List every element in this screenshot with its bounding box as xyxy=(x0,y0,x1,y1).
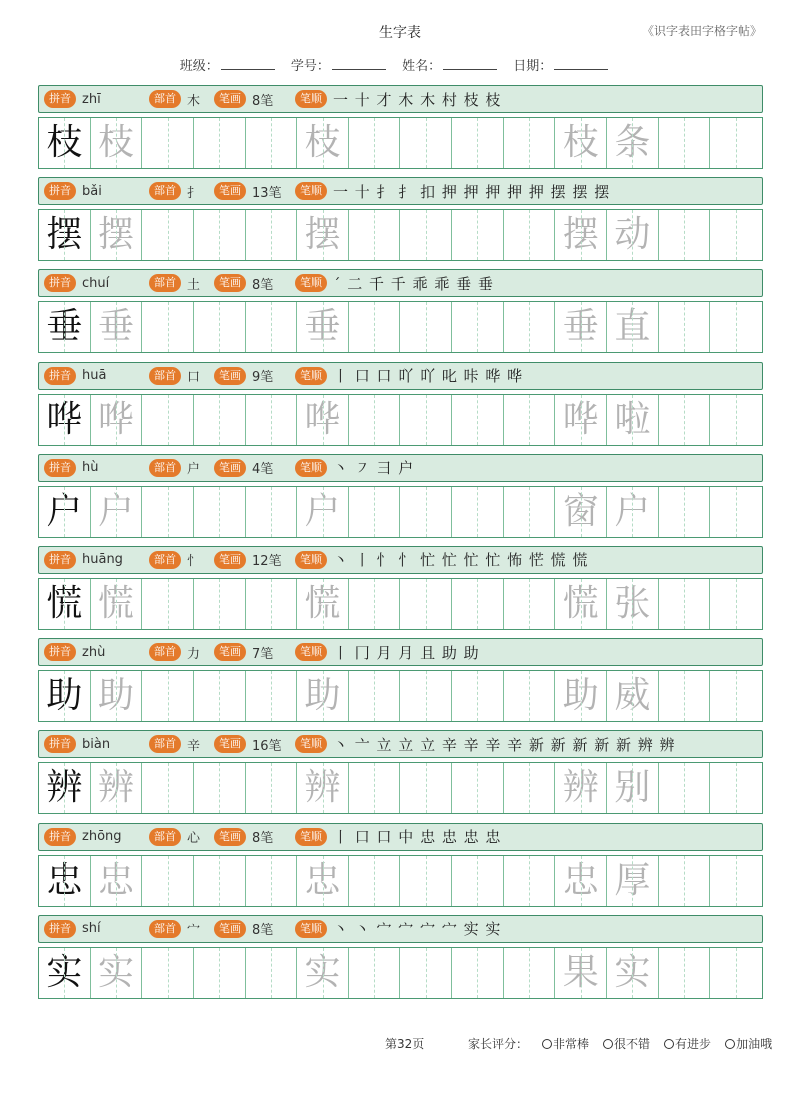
empty-practice-cell[interactable] xyxy=(246,302,298,352)
radical-value: 土 xyxy=(187,277,201,293)
empty-practice-cell[interactable] xyxy=(246,210,298,260)
empty-practice-cell[interactable] xyxy=(400,671,452,721)
stroke-count-badge: 笔画 xyxy=(214,551,246,569)
model-character[interactable]: 助 xyxy=(39,671,91,721)
stroke-order-value: 丶 ㇇ 彐 户 xyxy=(333,459,415,478)
stroke-order-value: ˊ 二 千 千 乖 乖 垂 垂 xyxy=(333,274,494,293)
practice-grid xyxy=(38,578,763,630)
stroke-order-value: 丶 丶 宀 宀 宀 宀 实 实 xyxy=(333,920,502,939)
pinyin-value: zhù xyxy=(82,644,106,660)
empty-practice-cell[interactable] xyxy=(504,302,556,352)
empty-practice-cell[interactable] xyxy=(452,948,504,998)
model-character[interactable]: 户 xyxy=(39,487,91,537)
stroke-order-value: 一 十 扌 扌 扣 押 押 押 押 押 摆 摆 摆 xyxy=(333,182,611,201)
practice-grid xyxy=(38,394,763,446)
empty-practice-cell[interactable] xyxy=(400,487,452,537)
stroke-order-value: 丶 丨 忄 忄 忙 忙 忙 忙 怖 恾 慌 慌 xyxy=(333,551,589,570)
student-info-line xyxy=(0,55,800,74)
book-title: 《识字表田字格字帖》 xyxy=(641,24,762,38)
empty-practice-cell[interactable] xyxy=(452,856,504,906)
empty-practice-cell[interactable] xyxy=(452,210,504,260)
practice-grid xyxy=(38,670,763,722)
empty-practice-cell[interactable] xyxy=(659,395,711,445)
trace-character[interactable]: 垂 xyxy=(297,302,349,352)
stroke-order-badge: 笔顺 xyxy=(295,920,327,938)
pinyin-value: zhī xyxy=(82,91,101,107)
empty-practice-cell[interactable] xyxy=(659,856,711,906)
empty-practice-cell[interactable] xyxy=(710,671,762,721)
word-character[interactable]: 动 xyxy=(607,210,659,260)
character-row xyxy=(38,915,763,1007)
empty-practice-cell[interactable] xyxy=(710,395,762,445)
character-rows xyxy=(38,85,763,1007)
model-character[interactable]: 实 xyxy=(39,948,91,998)
stroke-count-badge: 笔画 xyxy=(214,920,246,938)
character-row xyxy=(38,546,763,638)
word-character[interactable]: 实 xyxy=(607,948,659,998)
stroke-order-badge: 笔顺 xyxy=(295,182,327,200)
name-blank[interactable] xyxy=(443,57,497,70)
empty-practice-cell[interactable] xyxy=(452,671,504,721)
empty-practice-cell[interactable] xyxy=(400,856,452,906)
pinyin-value: biàn xyxy=(82,736,111,752)
character-info-bar xyxy=(38,362,763,390)
radical-badge: 部首 xyxy=(149,459,181,477)
trace-character[interactable]: 慌 xyxy=(91,579,143,629)
radical-value: 辛 xyxy=(187,738,201,754)
pinyin-badge: 拼音 xyxy=(44,459,76,477)
name-label: 姓名： xyxy=(402,59,442,74)
class-blank[interactable] xyxy=(221,57,275,70)
class-label: 班级： xyxy=(179,59,219,74)
stroke-order-badge: 笔顺 xyxy=(295,828,327,846)
radio-circle-icon xyxy=(603,1039,613,1049)
trace-character[interactable]: 忠 xyxy=(91,856,143,906)
empty-practice-cell[interactable] xyxy=(349,948,401,998)
trace-character[interactable]: 助 xyxy=(91,671,143,721)
trace-character[interactable]: 助 xyxy=(297,671,349,721)
empty-practice-cell[interactable] xyxy=(142,118,194,168)
empty-practice-cell[interactable] xyxy=(349,210,401,260)
stroke-count-badge: 笔画 xyxy=(214,367,246,385)
radical-badge: 部首 xyxy=(149,90,181,108)
rating-label: 家长评分： xyxy=(468,1037,529,1051)
stroke-count-badge: 笔画 xyxy=(214,90,246,108)
empty-practice-cell[interactable] xyxy=(194,302,246,352)
stroke-count-value: 12笔 xyxy=(252,554,282,570)
empty-practice-cell[interactable] xyxy=(504,395,556,445)
rating-option[interactable]: 加油哦 xyxy=(725,1035,772,1052)
radical-badge: 部首 xyxy=(149,274,181,292)
empty-practice-cell[interactable] xyxy=(710,579,762,629)
character-info-bar xyxy=(38,638,763,666)
page-title: 生字表 xyxy=(379,25,421,41)
word-character[interactable]: 哗 xyxy=(555,395,607,445)
empty-practice-cell[interactable] xyxy=(194,579,246,629)
empty-practice-cell[interactable] xyxy=(452,395,504,445)
practice-grid xyxy=(38,486,763,538)
date-blank[interactable] xyxy=(554,57,608,70)
character-info-bar xyxy=(38,823,763,851)
trace-character[interactable]: 户 xyxy=(297,487,349,537)
pinyin-value: chuí xyxy=(82,275,110,291)
empty-practice-cell[interactable] xyxy=(710,856,762,906)
pinyin-badge: 拼音 xyxy=(44,551,76,569)
empty-practice-cell[interactable] xyxy=(659,302,711,352)
practice-grid xyxy=(38,762,763,814)
empty-practice-cell[interactable] xyxy=(710,487,762,537)
trace-character[interactable]: 摆 xyxy=(91,210,143,260)
stroke-order-value: 丨 冂 月 月 且 助 助 xyxy=(333,643,480,662)
empty-practice-cell[interactable] xyxy=(710,948,762,998)
empty-practice-cell[interactable] xyxy=(452,487,504,537)
empty-practice-cell[interactable] xyxy=(142,856,194,906)
stroke-count-value: 9笔 xyxy=(252,370,274,386)
empty-practice-cell[interactable] xyxy=(400,395,452,445)
character-row xyxy=(38,269,763,361)
stroke-order-badge: 笔顺 xyxy=(295,643,327,661)
empty-practice-cell[interactable] xyxy=(194,763,246,813)
stroke-count-value: 8笔 xyxy=(252,923,274,939)
rating-option[interactable]: 很不错 xyxy=(603,1035,650,1052)
empty-practice-cell[interactable] xyxy=(194,671,246,721)
empty-practice-cell[interactable] xyxy=(400,302,452,352)
character-row xyxy=(38,823,763,915)
empty-practice-cell[interactable] xyxy=(194,210,246,260)
radical-value: 宀 xyxy=(187,923,201,939)
empty-practice-cell[interactable] xyxy=(504,763,556,813)
empty-practice-cell[interactable] xyxy=(142,763,194,813)
stroke-count-value: 8笔 xyxy=(252,831,274,846)
empty-practice-cell[interactable] xyxy=(349,118,401,168)
empty-practice-cell[interactable] xyxy=(659,210,711,260)
word-character[interactable]: 威 xyxy=(607,671,659,721)
empty-practice-cell[interactable] xyxy=(504,856,556,906)
empty-practice-cell[interactable] xyxy=(659,487,711,537)
stroke-count-badge: 笔画 xyxy=(214,735,246,753)
radical-badge: 部首 xyxy=(149,182,181,200)
empty-practice-cell[interactable] xyxy=(349,763,401,813)
stroke-order-badge: 笔顺 xyxy=(295,90,327,108)
empty-practice-cell[interactable] xyxy=(142,579,194,629)
radio-circle-icon xyxy=(664,1039,674,1049)
trace-character[interactable]: 辨 xyxy=(91,763,143,813)
word-character[interactable]: 慌 xyxy=(555,579,607,629)
empty-practice-cell[interactable] xyxy=(349,302,401,352)
empty-practice-cell[interactable] xyxy=(194,856,246,906)
radical-value: 心 xyxy=(187,831,201,846)
character-row xyxy=(38,362,763,454)
character-info-bar xyxy=(38,915,763,943)
trace-character[interactable]: 垂 xyxy=(91,302,143,352)
radical-badge: 部首 xyxy=(149,828,181,846)
stroke-count-value: 13笔 xyxy=(252,185,282,201)
character-info-bar xyxy=(38,454,763,482)
empty-practice-cell[interactable] xyxy=(659,579,711,629)
empty-practice-cell[interactable] xyxy=(349,487,401,537)
empty-practice-cell[interactable] xyxy=(452,302,504,352)
pinyin-badge: 拼音 xyxy=(44,367,76,385)
stroke-count-value: 7笔 xyxy=(252,646,274,662)
radical-value: 木 xyxy=(187,93,201,109)
pinyin-value: zhōng xyxy=(82,829,122,844)
empty-practice-cell[interactable] xyxy=(246,671,298,721)
empty-practice-cell[interactable] xyxy=(710,763,762,813)
model-character[interactable]: 枝 xyxy=(39,118,91,168)
empty-practice-cell[interactable] xyxy=(142,210,194,260)
empty-practice-cell[interactable] xyxy=(142,487,194,537)
stroke-order-value: 一 十 才 木 木 村 枝 枝 xyxy=(333,90,502,109)
rating-option[interactable]: 非常棒 xyxy=(542,1035,589,1052)
empty-practice-cell[interactable] xyxy=(194,948,246,998)
character-info-bar xyxy=(38,730,763,758)
pinyin-value: hù xyxy=(82,460,99,476)
model-character[interactable]: 慌 xyxy=(39,579,91,629)
stroke-order-badge: 笔顺 xyxy=(295,735,327,753)
pinyin-badge: 拼音 xyxy=(44,920,76,938)
empty-practice-cell[interactable] xyxy=(349,671,401,721)
empty-practice-cell[interactable] xyxy=(246,395,298,445)
empty-practice-cell[interactable] xyxy=(504,948,556,998)
empty-practice-cell[interactable] xyxy=(400,948,452,998)
pinyin-badge: 拼音 xyxy=(44,643,76,661)
empty-practice-cell[interactable] xyxy=(142,948,194,998)
pinyin-value: bǎi xyxy=(82,183,102,199)
practice-grid xyxy=(38,209,763,261)
stroke-order-value: 丨 口 口 吖 吖 叱 咔 哗 哗 xyxy=(333,367,524,386)
word-character[interactable]: 别 xyxy=(607,763,659,813)
word-character[interactable]: 忠 xyxy=(555,856,607,906)
stroke-count-badge: 笔画 xyxy=(214,459,246,477)
empty-practice-cell[interactable] xyxy=(246,118,298,168)
character-info-bar xyxy=(38,85,763,113)
radical-value: 力 xyxy=(187,646,201,662)
trace-character[interactable]: 户 xyxy=(91,487,143,537)
character-row xyxy=(38,730,763,822)
page-number: 第32页 xyxy=(385,1037,425,1051)
empty-practice-cell[interactable] xyxy=(142,671,194,721)
radical-value: 扌 xyxy=(187,185,201,201)
radical-badge: 部首 xyxy=(149,367,181,385)
stroke-count-value: 8笔 xyxy=(252,93,274,109)
empty-practice-cell[interactable] xyxy=(504,210,556,260)
character-info-bar xyxy=(38,177,763,205)
trace-character[interactable]: 摆 xyxy=(297,210,349,260)
radical-value: 口 xyxy=(187,370,201,386)
character-row xyxy=(38,85,763,177)
character-row xyxy=(38,638,763,730)
word-character[interactable]: 条 xyxy=(607,118,659,168)
pinyin-badge: 拼音 xyxy=(44,90,76,108)
pinyin-badge: 拼音 xyxy=(44,274,76,292)
word-character[interactable]: 户 xyxy=(607,487,659,537)
model-character[interactable]: 忠 xyxy=(39,856,91,906)
empty-practice-cell[interactable] xyxy=(659,948,711,998)
empty-practice-cell[interactable] xyxy=(246,579,298,629)
stroke-count-badge: 笔画 xyxy=(214,274,246,292)
trace-character[interactable]: 慌 xyxy=(297,579,349,629)
empty-practice-cell[interactable] xyxy=(710,302,762,352)
empty-practice-cell[interactable] xyxy=(349,856,401,906)
empty-practice-cell[interactable] xyxy=(504,671,556,721)
date-label: 日期： xyxy=(513,59,553,74)
pinyin-value: huā xyxy=(82,368,107,384)
empty-practice-cell[interactable] xyxy=(400,118,452,168)
empty-practice-cell[interactable] xyxy=(659,671,711,721)
word-character[interactable]: 垂 xyxy=(555,302,607,352)
empty-practice-cell[interactable] xyxy=(246,487,298,537)
pinyin-badge: 拼音 xyxy=(44,182,76,200)
character-info-bar xyxy=(38,269,763,297)
word-character[interactable]: 助 xyxy=(555,671,607,721)
model-character[interactable]: 哗 xyxy=(39,395,91,445)
stroke-order-badge: 笔顺 xyxy=(295,274,327,292)
radical-badge: 部首 xyxy=(149,735,181,753)
trace-character[interactable]: 哗 xyxy=(297,395,349,445)
empty-practice-cell[interactable] xyxy=(349,579,401,629)
empty-practice-cell[interactable] xyxy=(246,763,298,813)
number-label: 学号： xyxy=(290,59,330,74)
radical-badge: 部首 xyxy=(149,643,181,661)
stroke-order-badge: 笔顺 xyxy=(295,367,327,385)
pinyin-badge: 拼音 xyxy=(44,828,76,846)
pinyin-badge: 拼音 xyxy=(44,735,76,753)
empty-practice-cell[interactable] xyxy=(710,118,762,168)
empty-practice-cell[interactable] xyxy=(452,579,504,629)
word-character[interactable]: 厚 xyxy=(607,856,659,906)
empty-practice-cell[interactable] xyxy=(142,302,194,352)
model-character[interactable]: 辨 xyxy=(39,763,91,813)
trace-character[interactable]: 辨 xyxy=(297,763,349,813)
character-row xyxy=(38,454,763,546)
trace-character[interactable]: 实 xyxy=(91,948,143,998)
practice-grid xyxy=(38,947,763,999)
empty-practice-cell[interactable] xyxy=(142,395,194,445)
character-info-bar xyxy=(38,546,763,574)
trace-character[interactable]: 实 xyxy=(297,948,349,998)
empty-practice-cell[interactable] xyxy=(400,579,452,629)
word-character[interactable]: 枝 xyxy=(555,118,607,168)
stroke-order-value: 丨 口 口 中 忠 忠 忠 忠 xyxy=(333,828,502,846)
word-character[interactable]: 张 xyxy=(607,579,659,629)
stroke-count-value: 8笔 xyxy=(252,277,274,293)
word-character[interactable]: 直 xyxy=(607,302,659,352)
empty-practice-cell[interactable] xyxy=(452,118,504,168)
practice-grid xyxy=(38,301,763,353)
empty-practice-cell[interactable] xyxy=(504,579,556,629)
empty-practice-cell[interactable] xyxy=(194,487,246,537)
parent-rating xyxy=(468,1035,772,1052)
stroke-count-badge: 笔画 xyxy=(214,182,246,200)
radical-badge: 部首 xyxy=(149,920,181,938)
stroke-order-badge: 笔顺 xyxy=(295,551,327,569)
trace-character[interactable]: 忠 xyxy=(297,856,349,906)
practice-grid xyxy=(38,855,763,907)
character-row xyxy=(38,177,763,269)
model-character[interactable]: 垂 xyxy=(39,302,91,352)
empty-practice-cell[interactable] xyxy=(452,763,504,813)
model-character[interactable]: 摆 xyxy=(39,210,91,260)
pinyin-value: huāng xyxy=(82,552,123,568)
empty-practice-cell[interactable] xyxy=(349,395,401,445)
empty-practice-cell[interactable] xyxy=(400,763,452,813)
empty-practice-cell[interactable] xyxy=(504,118,556,168)
empty-practice-cell[interactable] xyxy=(194,395,246,445)
pinyin-value: shí xyxy=(82,921,101,937)
empty-practice-cell[interactable] xyxy=(659,763,711,813)
rating-option[interactable]: 有进步 xyxy=(664,1035,711,1052)
stroke-order-badge: 笔顺 xyxy=(295,459,327,477)
empty-practice-cell[interactable] xyxy=(194,118,246,168)
empty-practice-cell[interactable] xyxy=(504,487,556,537)
radical-value: 忄 xyxy=(187,554,201,570)
stroke-order-value: 丶 亠 立 立 立 辛 辛 辛 辛 新 新 新 新 新 辨 辨 xyxy=(333,735,676,754)
empty-practice-cell[interactable] xyxy=(659,118,711,168)
stroke-count-badge: 笔画 xyxy=(214,828,246,846)
stroke-count-value: 16笔 xyxy=(252,738,282,754)
empty-practice-cell[interactable] xyxy=(710,210,762,260)
practice-grid xyxy=(38,117,763,169)
stroke-count-badge: 笔画 xyxy=(214,643,246,661)
stroke-count-value: 4笔 xyxy=(252,462,274,478)
empty-practice-cell[interactable] xyxy=(400,210,452,260)
number-blank[interactable] xyxy=(332,57,386,70)
word-character[interactable]: 窗 xyxy=(555,487,607,537)
radio-circle-icon xyxy=(725,1039,735,1049)
radio-circle-icon xyxy=(542,1039,552,1049)
trace-character[interactable]: 枝 xyxy=(91,118,143,168)
empty-practice-cell[interactable] xyxy=(246,948,298,998)
empty-practice-cell[interactable] xyxy=(246,856,298,906)
trace-character[interactable]: 哗 xyxy=(91,395,143,445)
word-character[interactable]: 果 xyxy=(555,948,607,998)
word-character[interactable]: 摆 xyxy=(555,210,607,260)
trace-character[interactable]: 枝 xyxy=(297,118,349,168)
word-character[interactable]: 辨 xyxy=(555,763,607,813)
radical-badge: 部首 xyxy=(149,551,181,569)
word-character[interactable]: 啦 xyxy=(607,395,659,445)
radical-value: 户 xyxy=(187,462,201,478)
